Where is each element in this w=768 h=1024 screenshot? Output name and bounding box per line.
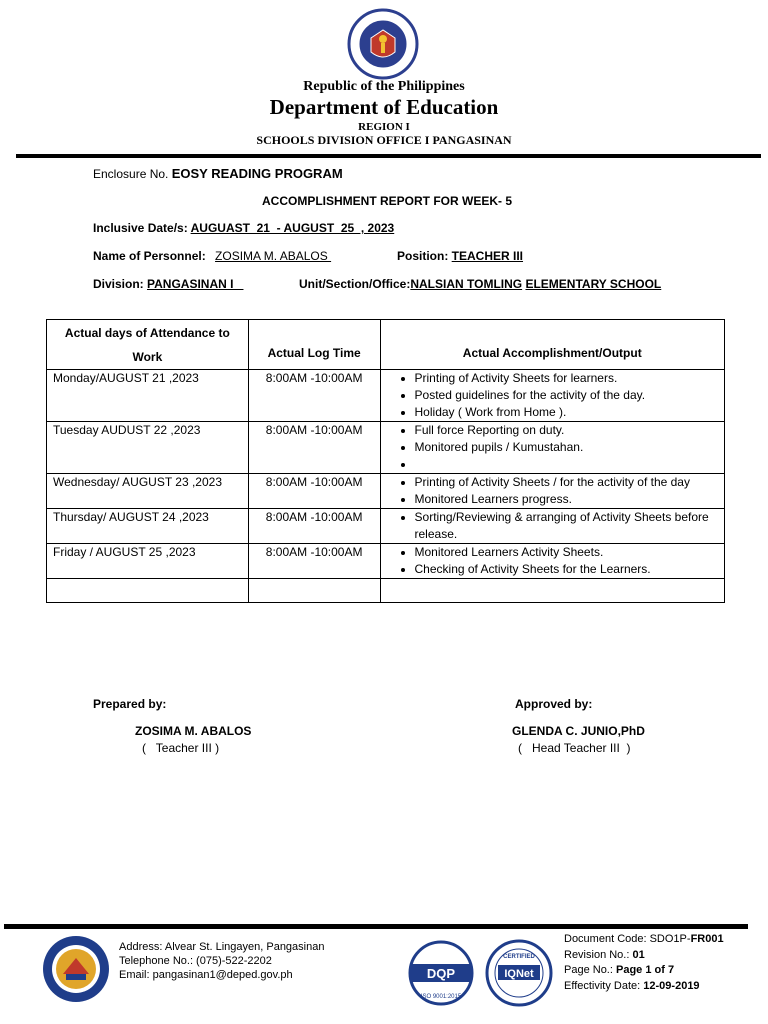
- contact-block: [119, 940, 324, 982]
- personnel-value: ZOSIMA M. ABALOS: [215, 249, 332, 263]
- table-row: [47, 544, 725, 579]
- page-no: Page No.: Page 1 of 7: [564, 964, 675, 976]
- division-value: PANGASINAN I: [147, 277, 244, 291]
- approved-label: Approved by:: [515, 697, 593, 711]
- region-line: REGION I: [358, 121, 410, 133]
- time-cell: 8:00AM -10:00AM: [248, 422, 380, 474]
- dqp-text: DQP: [426, 966, 456, 981]
- day-cell: Thursday/ AUGUST 24 ,2023: [47, 509, 249, 544]
- unit-label: Unit/Section/Office:: [299, 277, 411, 291]
- deped-seal: [347, 8, 419, 80]
- header-log-time: Actual Log Time: [248, 320, 380, 370]
- table-row: [47, 370, 725, 422]
- time-cell: 8:00AM -10:00AM: [248, 474, 380, 509]
- list-item: [415, 456, 724, 473]
- list-item: • Monitored pupils / Kumustahan.: [415, 439, 724, 456]
- list-item: • Printing of Activity Sheets / for the activity of the day: [415, 474, 724, 491]
- approved-name: GLENDA C. JUNIO,PhD: [512, 724, 645, 738]
- table-header-row: [47, 320, 725, 370]
- telephone-text: Telephone No.: (075)-522-2202: [119, 955, 272, 967]
- address-text: Address: Alvear St. Lingayen, Pangasinan: [119, 941, 325, 953]
- accomplishment-cell: [380, 474, 724, 509]
- enclosure-label: Enclosure No.: [93, 167, 169, 181]
- iqnet-certified-logo: [484, 938, 554, 1008]
- day-cell: Wednesday/ AUGUST 23 ,2023: [47, 474, 249, 509]
- footer-divider: [4, 924, 748, 929]
- revision-no: Revision No.: 01: [564, 948, 645, 961]
- prepared-name: ZOSIMA M. ABALOS: [135, 724, 252, 738]
- header-days: Actual days of Attendance to Work: [47, 320, 249, 370]
- position-value: TEACHER III: [451, 249, 524, 263]
- accomplishment-table: [46, 319, 725, 603]
- unit-value-1: NALSIAN TOMLING: [410, 277, 523, 291]
- accomplishment-cell: [380, 422, 724, 474]
- personnel-label: Name of Personnel:: [93, 249, 206, 263]
- prepared-label: Prepared by:: [93, 697, 167, 711]
- iso-text: ISO 9001:2015: [420, 994, 462, 1000]
- email-text: Email: pangasinan1@deped.gov.ph: [119, 969, 293, 981]
- table-row: [47, 422, 725, 474]
- effectivity-date: Effectivity Date: 12-09-2019: [564, 979, 700, 992]
- report-title: ACCOMPLISHMENT REPORT FOR WEEK- 5: [262, 194, 513, 208]
- division-office-seal: [41, 934, 111, 1004]
- certified-text: CERTIFIED: [503, 954, 535, 960]
- position-line: [397, 249, 523, 263]
- list-item: • Posted guidelines for the activity of the day.: [415, 387, 724, 404]
- list-item: • Holiday ( Work from Home ).: [415, 404, 724, 421]
- table-row: [47, 509, 725, 544]
- day-cell: Tuesday AUDUST 22 ,2023: [47, 422, 249, 474]
- document-code: Document Code: SDO1P-FR001: [564, 933, 724, 945]
- header-divider: [16, 154, 761, 158]
- enclosure-value: EOSY READING PROGRAM: [171, 166, 343, 181]
- dates-line: [93, 221, 394, 235]
- list-item: • Monitored Learners Activity Sheets.: [415, 544, 724, 561]
- iqnet-text: IQNet: [504, 968, 534, 980]
- accomplishment-cell: [380, 544, 724, 579]
- division-line: [93, 277, 243, 291]
- dates-label: Inclusive Date/s:: [93, 221, 188, 235]
- list-item: • Sorting/Reviewing & arranging of Activity Sheets before release.: [415, 509, 724, 543]
- day-cell: Friday / AUGUST 25 ,2023: [47, 544, 249, 579]
- position-label: Position:: [397, 249, 449, 263]
- list-item: • Full force Reporting on duty.: [415, 422, 724, 439]
- document-control-block: [564, 932, 724, 994]
- accomplishment-cell: [380, 509, 724, 544]
- time-cell: 8:00AM -10:00AM: [248, 370, 380, 422]
- approved-title: ( Head Teacher III ): [518, 741, 631, 755]
- unit-value-2: ELEMENTARY SCHOOL: [525, 277, 662, 291]
- personnel-line: [93, 249, 331, 263]
- republic-line: Republic of the Philippines: [303, 79, 465, 94]
- prepared-title: ( Teacher III ): [142, 741, 220, 755]
- table-row: [47, 474, 725, 509]
- list-item: • Printing of Activity Sheets for learners.: [415, 370, 724, 387]
- time-cell: 8:00AM -10:00AM: [248, 509, 380, 544]
- division-office-line: SCHOOLS DIVISION OFFICE I PANGASINAN: [256, 133, 512, 147]
- department-title: Department of Education: [269, 95, 499, 119]
- division-label: Division:: [93, 277, 144, 291]
- dates-value: AUGUAST 21 - AUGUST 25 , 2023: [190, 221, 395, 235]
- enclosure-line: [93, 166, 343, 181]
- unit-line: [299, 277, 661, 291]
- time-cell: 8:00AM -10:00AM: [248, 544, 380, 579]
- list-item: • Checking of Activity Sheets for the Learners.: [415, 561, 724, 578]
- list-item: • Monitored Learners progress.: [415, 491, 724, 508]
- table-row-empty: [47, 579, 725, 603]
- header-accomplishment: Actual Accomplishment/Output: [380, 320, 724, 370]
- accomplishment-cell: [380, 370, 724, 422]
- day-cell: Monday/AUGUST 21 ,2023: [47, 370, 249, 422]
- dqp-iso-logo: [402, 938, 480, 1008]
